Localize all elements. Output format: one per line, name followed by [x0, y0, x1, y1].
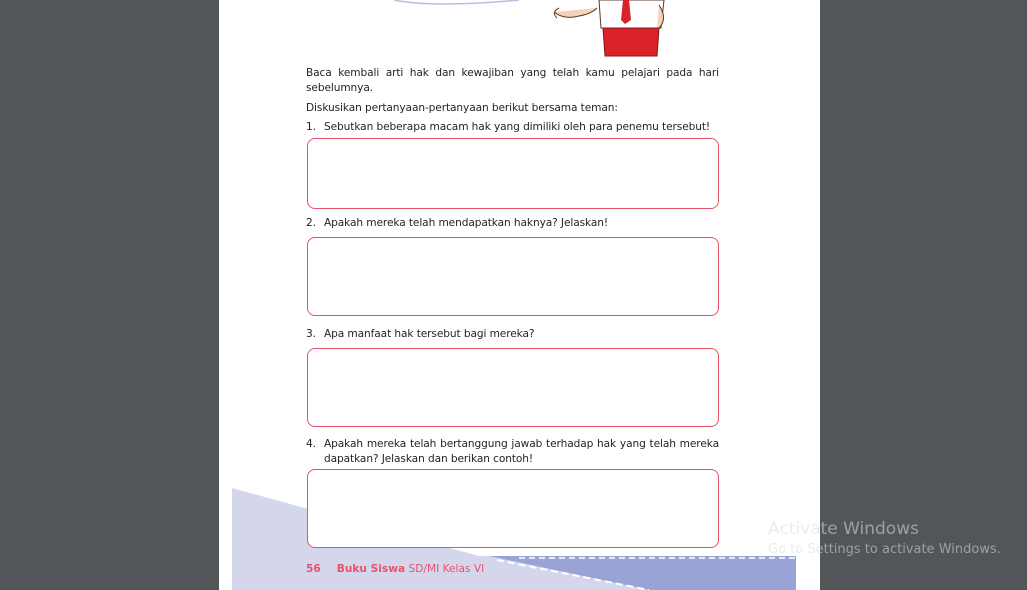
question-text: Apa manfaat hak tersebut bagi mereka? — [324, 328, 535, 340]
question-text: Sebutkan beberapa macam hak yang dimiliki oleh para penemu tersebut! — [324, 121, 711, 133]
question-number: 1. — [306, 121, 316, 133]
watermark-subtitle: Go to Settings to activate Windows. — [768, 542, 1001, 557]
document-page — [219, 0, 820, 590]
answer-box-4[interactable] — [307, 469, 719, 548]
question-number: 2. — [306, 217, 316, 229]
question-text: Apakah mereka telah mendapatkan haknya? Jelaskan! — [324, 217, 609, 229]
book-level: SD/MI Kelas VI — [408, 563, 485, 575]
intro-paragraph-1: Baca kembali arti hak dan kewajiban yang telah kamu pelajari pada hari sebelumnya. — [306, 67, 719, 94]
watermark-title: Activate Windows — [768, 519, 919, 539]
book-title — [337, 563, 485, 575]
question-number: 4. — [306, 438, 316, 450]
intro-paragraph-2: Diskusikan pertanyaan-pertanyaan berikut bersama teman: — [306, 102, 618, 114]
question-text: Apakah mereka telah bertanggung jawab terhadap hak yang telah mereka dapatkan? Jelaskan dan berikan contoh! — [324, 438, 719, 465]
activate-windows-watermark — [768, 519, 1001, 559]
page-footer — [306, 563, 484, 575]
question-number: 3. — [306, 328, 316, 340]
book-title-bold: Buku Siswa — [336, 563, 406, 575]
page-number: 56 — [306, 563, 321, 575]
